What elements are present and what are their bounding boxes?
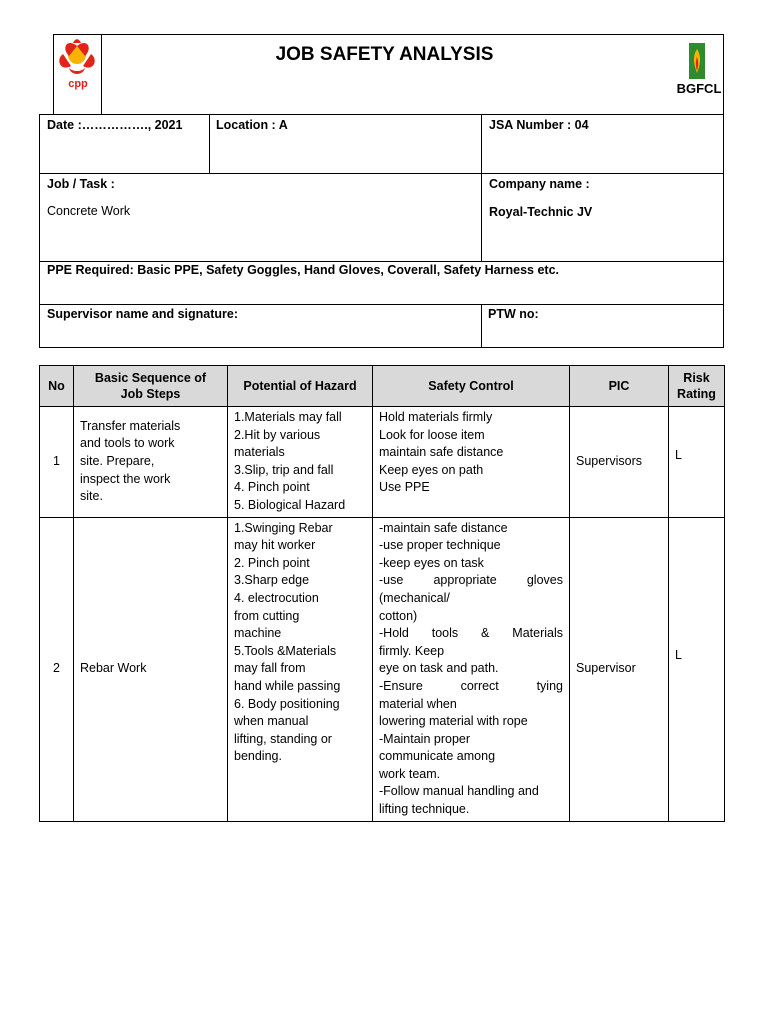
row-controls — [373, 517, 570, 821]
bgfcl-flame-icon — [688, 43, 706, 79]
col-header-control: Safety Control — [373, 366, 570, 407]
location-label: Location : A — [216, 118, 288, 132]
control-line: material when — [379, 696, 457, 711]
bgfcl-logo-text: BGFCL — [676, 81, 722, 96]
hazard-line: machine — [234, 626, 282, 641]
control-line: -use appropriate gloves — [379, 573, 563, 588]
hazard-line: 4. electrocution — [234, 590, 319, 605]
hazard-line: from cutting — [234, 608, 300, 623]
company-label: Company name : — [489, 177, 590, 191]
hazard-line: 2. Pinch point — [234, 555, 310, 570]
col-header-steps-line1: Basic Sequence of — [94, 371, 207, 385]
cpp-logo — [53, 34, 102, 115]
hazard-line: may fall from — [234, 661, 306, 676]
hazard-line: 5. Biological Hazard — [234, 497, 346, 512]
job-task-value: Concrete Work — [47, 204, 131, 218]
jsa-table — [39, 365, 725, 822]
control-line: communicate among — [379, 749, 496, 764]
control-line: (mechanical/ — [379, 590, 450, 605]
control-line: maintain safe distance — [379, 445, 504, 460]
jsa-number-cell — [481, 114, 724, 174]
location-cell — [209, 114, 482, 174]
control-line: lifting technique. — [379, 802, 470, 817]
col-header-steps — [74, 366, 228, 407]
control-line: Look for loose item — [379, 427, 485, 442]
table-row — [40, 407, 725, 518]
hazard-line: when manual — [234, 714, 309, 729]
hazard-line: 1.Materials may fall — [234, 410, 342, 424]
ppe-label: PPE Required: Basic PPE, Safety Goggles, Hand Gloves, Coverall, Safety Harness etc. — [47, 263, 559, 277]
cpp-logo-icon — [53, 34, 101, 114]
row-risk: L — [669, 407, 725, 518]
hazard-line: bending. — [234, 749, 282, 764]
hazard-line: 2.Hit by various — [234, 427, 321, 442]
control-line: Hold materials firmly — [379, 410, 493, 424]
control-line: -Follow manual handling and — [379, 784, 539, 799]
control-line: -Ensure correct tying — [379, 678, 563, 693]
step-line: Rebar Work — [80, 661, 147, 676]
col-header-hazard: Potential of Hazard — [228, 366, 373, 407]
date-label: Date :……………., 2021 — [47, 118, 183, 132]
control-line: -Hold tools & Materials — [379, 626, 563, 641]
job-task-cell — [39, 173, 482, 262]
hazard-line: 4. Pinch point — [234, 480, 310, 495]
row-hazards — [228, 517, 373, 821]
hazard-line: may hit worker — [234, 538, 316, 553]
ppe-cell — [39, 261, 724, 305]
company-cell — [481, 173, 724, 262]
control-line: -use proper technique — [379, 538, 501, 553]
control-line: Use PPE — [379, 480, 430, 495]
step-line: inspect the work — [80, 471, 171, 486]
date-cell — [39, 114, 210, 174]
control-line: firmly. Keep — [379, 643, 445, 658]
control-line: work team. — [379, 766, 441, 781]
hazard-line: 1.Swinging Rebar — [234, 520, 333, 535]
ptw-label: PTW no: — [488, 307, 539, 321]
row-no: 1 — [40, 407, 74, 518]
control-line: -maintain safe distance — [379, 520, 508, 535]
jsa-number-label: JSA Number : 04 — [489, 118, 589, 132]
company-value: Royal-Technic JV — [489, 205, 593, 219]
col-header-risk-line2: Rating — [677, 387, 716, 401]
hazard-line: lifting, standing or — [234, 731, 332, 746]
hazard-line: hand while passing — [234, 678, 341, 693]
row-steps — [74, 517, 228, 821]
step-line: site. — [80, 489, 103, 504]
row-pic: Supervisors — [570, 407, 669, 518]
supervisor-cell — [39, 304, 482, 348]
hazard-line: 3.Slip, trip and fall — [234, 462, 334, 477]
ptw-cell — [481, 304, 724, 348]
col-header-risk-line1: Risk — [683, 371, 710, 385]
table-header-row — [40, 366, 725, 407]
page-title: JOB SAFETY ANALYSIS — [275, 44, 494, 65]
row-controls — [373, 407, 570, 518]
control-line: -Maintain proper — [379, 731, 471, 746]
control-line: Keep eyes on path — [379, 462, 484, 477]
supervisor-label: Supervisor name and signature: — [47, 307, 239, 321]
row-pic: Supervisor — [570, 517, 669, 821]
col-header-no: No — [40, 366, 74, 407]
row-steps — [74, 407, 228, 518]
control-line: cotton) — [379, 608, 418, 623]
hazard-line: 5.Tools &Materials — [234, 643, 337, 658]
row-risk: L — [669, 517, 725, 821]
cpp-logo-text: cpp — [68, 78, 88, 90]
control-line: eye on task and path. — [379, 661, 499, 676]
hazard-line: 3.Sharp edge — [234, 573, 310, 588]
col-header-risk — [669, 366, 725, 407]
control-line: lowering material with rope — [379, 714, 528, 729]
step-line: site. Prepare, — [80, 453, 155, 468]
hazard-line: materials — [234, 445, 285, 460]
bgfcl-logo — [688, 43, 706, 79]
control-line: -keep eyes on task — [379, 555, 484, 570]
row-hazards — [228, 407, 373, 518]
step-line: Transfer materials — [80, 418, 181, 433]
hazard-line: 6. Body positioning — [234, 696, 340, 711]
row-no: 2 — [40, 517, 74, 821]
col-header-pic: PIC — [570, 366, 669, 407]
step-line: and tools to work — [80, 436, 175, 451]
job-task-label: Job / Task : — [47, 177, 115, 191]
table-row — [40, 517, 725, 821]
col-header-steps-line2: Job Steps — [120, 387, 181, 401]
